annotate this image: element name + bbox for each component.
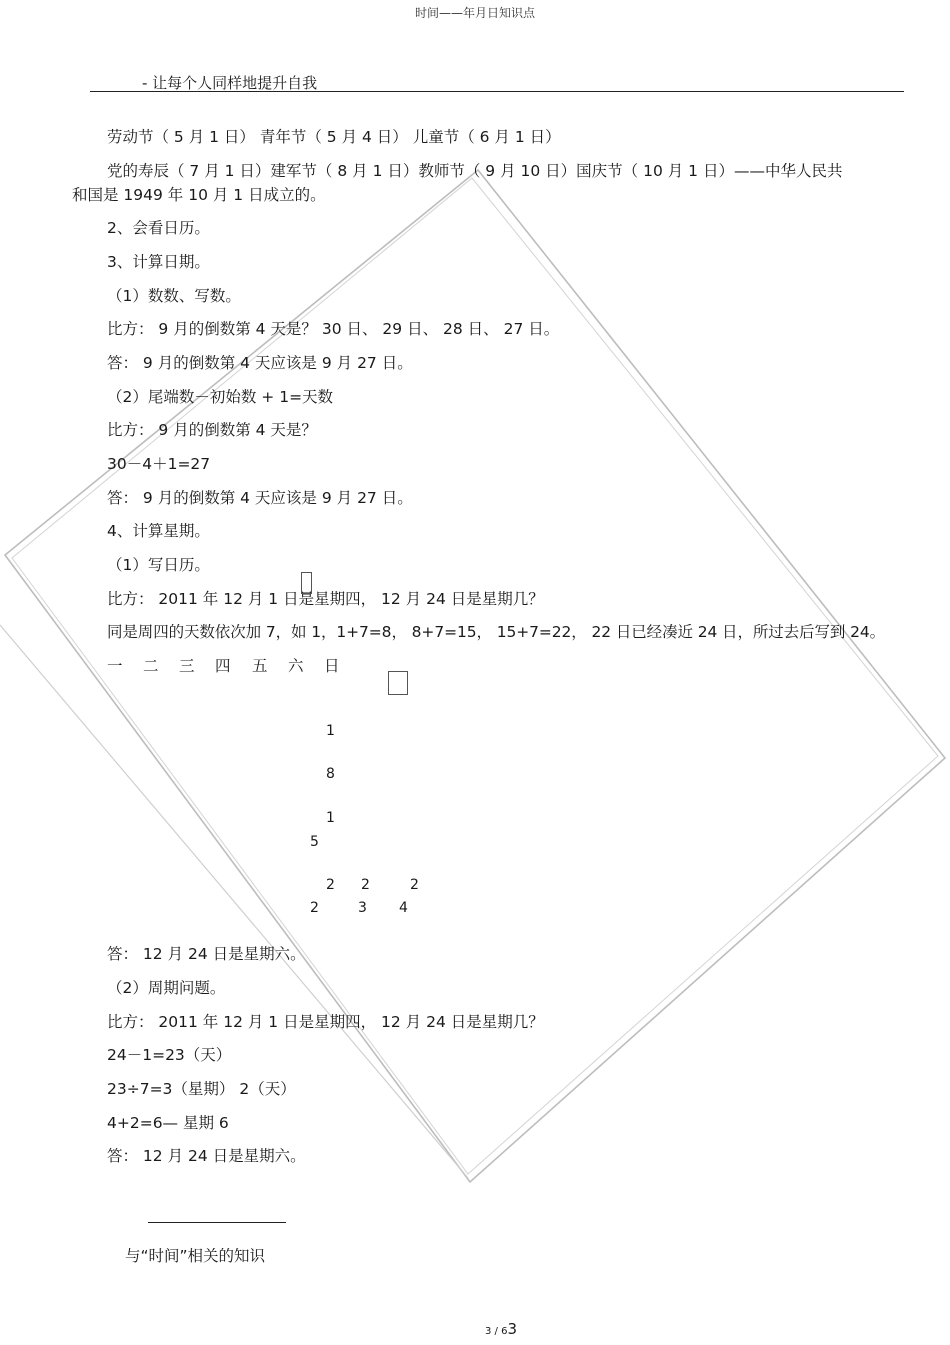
calendar-number: 1 <box>326 810 335 826</box>
founding-line: 和国是 1949 年 10 月 1 日成立的。 <box>72 186 326 204</box>
running-title: 时间——年月日知识点 <box>414 6 535 20</box>
method-1-heading: （1）写日历。 <box>107 556 210 574</box>
section-3-heading: 3、计算日期。 <box>107 253 210 271</box>
footnote-rule <box>148 1222 286 1223</box>
holidays-line: 劳动节（ 5 月 1 日） 青年节（ 5 月 4 日） 儿童节（ 6 月 1 日） <box>107 128 561 146</box>
calendar-number: 4 <box>399 900 408 916</box>
formula-line: 30－4＋1=27 <box>107 455 211 473</box>
calendar-number: 1 <box>326 723 335 739</box>
calendar-number: 2 <box>361 877 370 893</box>
calendar-number: 2 <box>310 900 319 916</box>
placeholder-box <box>388 671 408 695</box>
calendar-number: 2 <box>326 877 335 893</box>
section-4-heading: 4、计算星期。 <box>107 522 210 540</box>
page-number-small: 3 / 6 <box>485 1326 508 1337</box>
answer-line: 答： 9 月的倒数第 4 天应该是 9 月 27 日。 <box>107 354 413 372</box>
weekday-label: 四 <box>215 657 231 675</box>
footnote-text: 与“时间”相关的知识 <box>125 1247 266 1265</box>
calendar-number: 2 <box>410 877 419 893</box>
example-line: 比方： 9 月的倒数第 4 天是？ 30 日、 29 日、 28 日、 27 日。 <box>107 320 560 338</box>
calendar-number: 8 <box>326 766 335 782</box>
answer-line: 答： 12 月 24 日是星期六。 <box>107 945 306 963</box>
weekday-label: 日 <box>324 657 340 675</box>
method-1-heading: （1）数数、写数。 <box>107 287 241 305</box>
header-rule <box>90 91 904 92</box>
example-line: 比方： 9 月的倒数第 4 天是？ <box>107 421 317 439</box>
weekday-label: 六 <box>288 657 304 675</box>
header-note: - 让每个人同样地提升自我 <box>142 74 318 92</box>
example-line: 比方： 2011 年 12 月 1 日是星期四， 12 月 24 日是星期几？ <box>107 590 544 608</box>
formula-line: 4+2=6— 星期 6 <box>107 1114 229 1132</box>
method-2-heading: （2）周期问题。 <box>107 979 226 997</box>
weekday-label: 二 <box>143 657 159 675</box>
weekday-label: 三 <box>179 657 195 675</box>
page-number-large: 3 <box>507 1320 517 1338</box>
answer-line: 答： 12 月 24 日是星期六。 <box>107 1147 306 1165</box>
weekday-label: 一 <box>107 657 123 675</box>
page-number <box>485 1320 517 1338</box>
example-line: 比方： 2011 年 12 月 1 日是星期四， 12 月 24 日是星期几？ <box>107 1013 544 1031</box>
method-2-heading: （2）尾端数－初始数 + 1=天数 <box>107 388 334 406</box>
weekday-label: 五 <box>252 657 268 675</box>
calendar-number: 3 <box>358 900 367 916</box>
section-2-heading: 2、会看日历。 <box>107 219 210 237</box>
answer-line: 答： 9 月的倒数第 4 天应该是 9 月 27 日。 <box>107 489 413 507</box>
placeholder-box <box>301 572 312 594</box>
holidays-line-2: 党的寿辰（ 7 月 1 日）建军节（ 8 月 1 日）教师节（ 9 月 10 日）国庆节（ 10 月 1 日）——中华人民共 <box>107 162 843 180</box>
calendar-weekday-row <box>107 656 367 678</box>
calendar-number: 5 <box>310 834 319 850</box>
explanation-line: 同是周四的天数依次加 7，如 1，1+7=8， 8+7=15， 15+7=22， 22 日已经凑近 24 日，所过去后写到 24。 <box>107 623 886 641</box>
formula-line: 24－1=23（天） <box>107 1046 232 1064</box>
formula-line: 23÷7=3（星期） 2（天） <box>107 1080 296 1098</box>
